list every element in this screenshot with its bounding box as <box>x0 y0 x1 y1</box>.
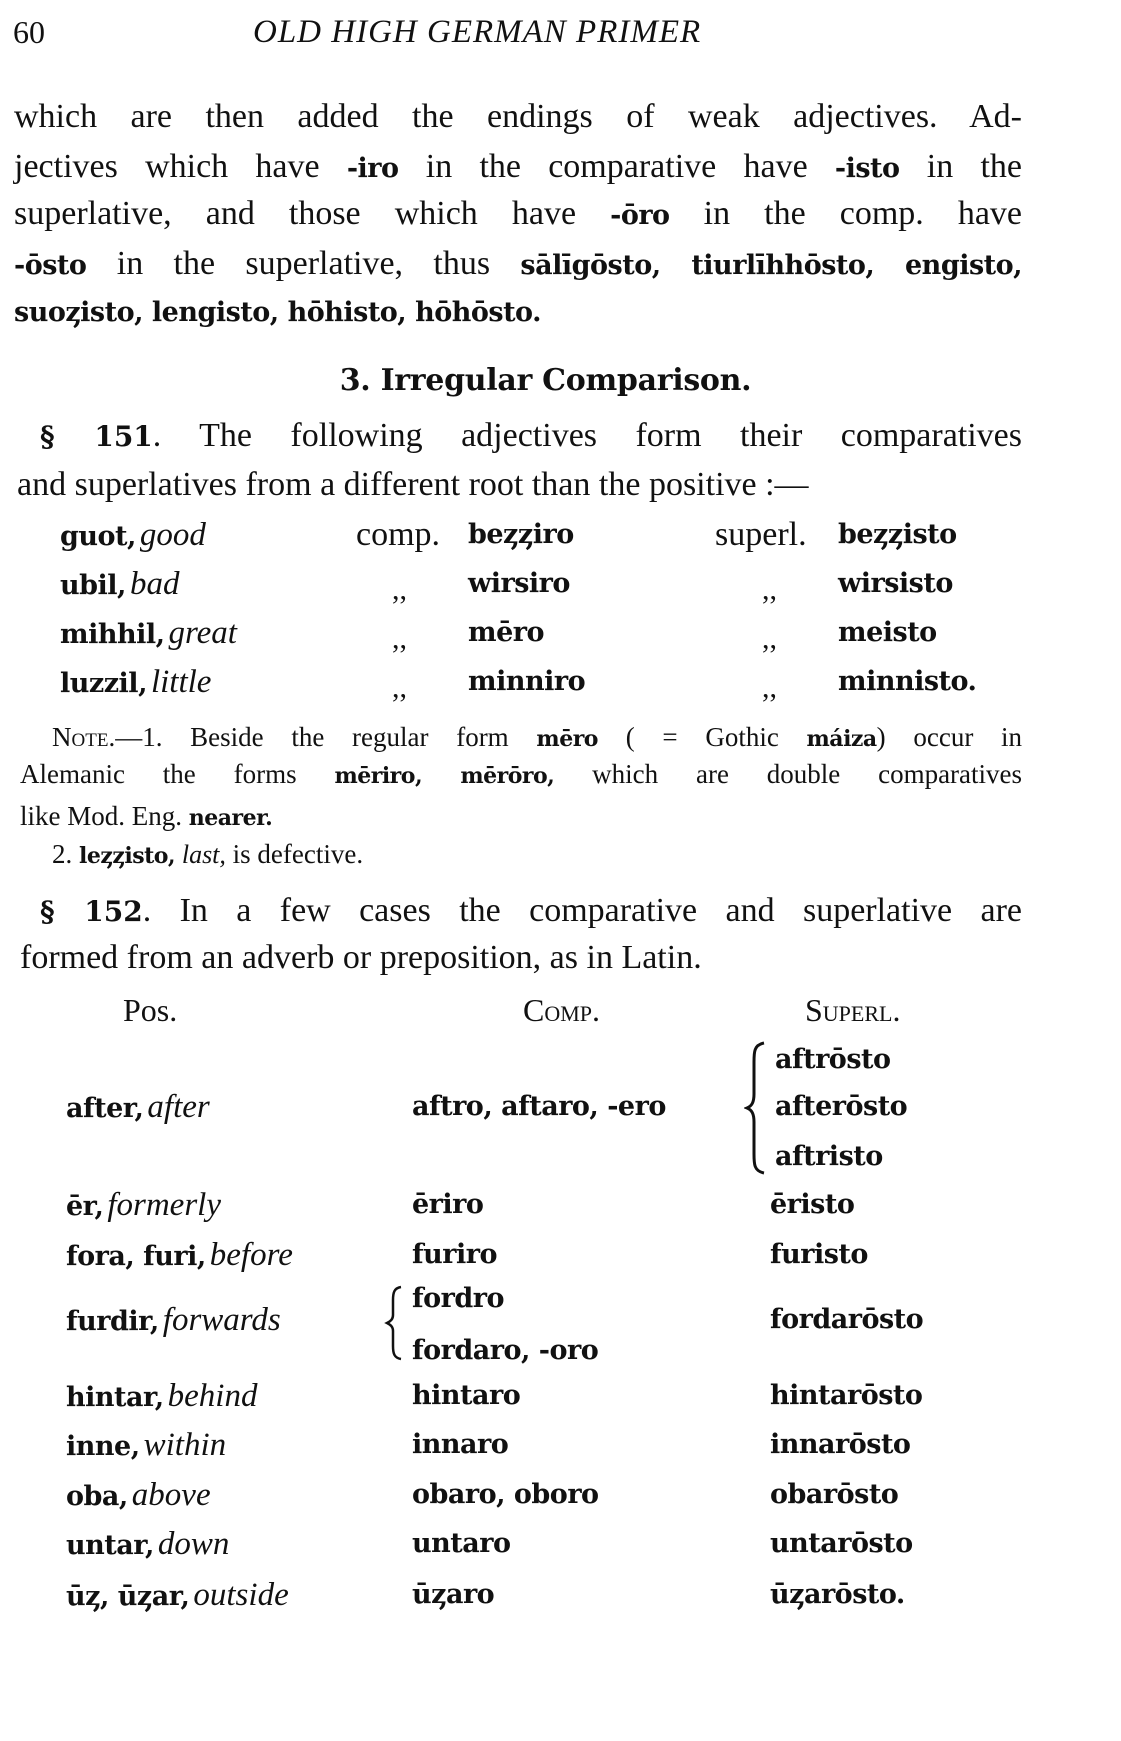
text: in the superlative, thus <box>116 245 491 282</box>
text: in the comp. have <box>703 195 1023 232</box>
gloss: little <box>150 664 212 700</box>
comparative: innaro <box>412 1429 509 1460</box>
ditto-mark: ,, <box>762 622 777 655</box>
running-title: OLD HIGH GERMAN PRIMER <box>253 14 702 50</box>
table-row <box>66 1298 281 1348</box>
comparative: minniro <box>468 666 586 697</box>
positive: oba, <box>66 1481 128 1512</box>
comparative: ūȥaro <box>412 1579 495 1610</box>
table-row <box>66 1233 293 1283</box>
table-row <box>66 1522 229 1572</box>
ditto-mark: ,, <box>762 573 777 606</box>
header-pos: Pos. <box>123 992 178 1028</box>
superlative: wirsisto <box>838 568 953 599</box>
positive: fora, furi, <box>66 1241 206 1272</box>
comparative: untaro <box>412 1528 511 1559</box>
note-number: 2. <box>52 839 73 869</box>
text: which are double comparatives <box>592 759 1023 789</box>
para-151-line-1 <box>40 414 1022 459</box>
note-line-3 <box>20 798 1022 836</box>
positive: inne, <box>66 1431 140 1462</box>
comparative: furiro <box>412 1239 497 1270</box>
gloss: bad <box>129 566 180 602</box>
note-label: Note <box>52 722 109 752</box>
section-number-151: § 151 <box>40 420 153 453</box>
superlative: ūȥarōsto. <box>770 1579 905 1610</box>
text: superlative, and those which have <box>14 195 577 232</box>
table-row <box>66 1573 289 1623</box>
gloss: forwards <box>162 1302 281 1338</box>
form: leȥȥisto, <box>79 843 176 869</box>
comparative: mēro <box>468 617 544 648</box>
table-row <box>60 660 211 710</box>
ditto-mark: ,, <box>392 671 407 704</box>
page-number: 60 <box>13 14 45 50</box>
section-heading-text: 3. Irregular Comparison. <box>339 363 752 398</box>
ditto-mark: ,, <box>392 573 407 606</box>
text: Beside the regular form <box>190 722 509 752</box>
gloss: within <box>143 1427 227 1463</box>
comparative: aftro, aftaro, -ero <box>412 1091 666 1122</box>
gloss: above <box>131 1477 211 1513</box>
table-row <box>60 513 206 563</box>
text: jectives which have <box>14 148 320 185</box>
table-row <box>60 611 237 661</box>
note-line-1 <box>52 719 1022 757</box>
note-line-4 <box>52 836 1054 874</box>
superl-label: superl. <box>715 516 807 553</box>
comparative: ēriro <box>412 1189 484 1220</box>
superlative: afterōsto <box>775 1091 908 1122</box>
positive: untar, <box>66 1530 154 1561</box>
ditto-mark: ,, <box>762 671 777 704</box>
gloss: before <box>209 1237 293 1273</box>
positive: hintar, <box>66 1382 164 1413</box>
suffix-osto: -ōsto <box>14 250 87 281</box>
positive: mihhil, <box>60 619 165 650</box>
superlative: untarōsto <box>770 1528 913 1559</box>
comparative: fordaro, -oro <box>412 1335 599 1366</box>
superlative: minnisto. <box>838 666 977 697</box>
superlative: fordarōsto <box>770 1304 924 1335</box>
para-151-line-2: and superlatives from a different root than the positive :— <box>17 466 809 503</box>
gothic-form: máiza <box>806 726 877 752</box>
positive: ūȥ, ūȥar, <box>66 1581 190 1612</box>
superlative: aftrōsto <box>775 1044 891 1075</box>
text: in the comparative have <box>425 148 808 185</box>
superlative: ēristo <box>770 1189 855 1220</box>
gloss: down <box>157 1526 230 1562</box>
header-superl: Superl. <box>805 992 901 1028</box>
gloss: great <box>168 615 237 651</box>
suffix-isto: -isto <box>834 153 900 184</box>
left-brace-icon <box>744 1040 770 1176</box>
positive: luzzil, <box>60 668 147 699</box>
english-form: nearer. <box>188 805 273 831</box>
comp-label: comp. <box>356 516 441 553</box>
header-comp: Comp. <box>523 992 601 1028</box>
text: . In a few cases the comparative and superlative are <box>142 892 1023 929</box>
gloss: formerly <box>107 1187 221 1223</box>
para-152-line-2: formed from an adverb or preposition, as in Latin. <box>20 939 702 976</box>
comparative: hintaro <box>412 1380 521 1411</box>
comparative: fordro <box>412 1283 504 1314</box>
body-line-3 <box>14 192 1022 238</box>
section-heading <box>0 359 1121 408</box>
positive: ēr, <box>66 1191 104 1222</box>
gloss: after <box>147 1089 210 1125</box>
gloss: last, <box>181 840 226 869</box>
gloss: outside <box>193 1577 289 1613</box>
left-brace-icon <box>384 1284 406 1362</box>
suffix-oro: -ōro <box>610 200 670 231</box>
ditto-mark: ,, <box>392 622 407 655</box>
section-number-152: § 152 <box>40 895 143 928</box>
table-row <box>60 562 179 612</box>
text: ( = Gothic <box>625 722 779 752</box>
body-line-4 <box>14 242 1022 288</box>
text: in the <box>926 148 1022 185</box>
positive: ubil, <box>60 570 126 601</box>
text: . The following adjectives form their comparatives <box>152 417 1023 454</box>
superlative: obarōsto <box>770 1479 899 1510</box>
superlative: meisto <box>838 617 937 648</box>
para-152-line-1 <box>40 889 1022 934</box>
superlative: furisto <box>770 1239 868 1270</box>
body-line-1: which are then added the endings of weak adjectives. Ad- <box>14 98 1022 135</box>
superlative: hintarōsto <box>770 1380 923 1411</box>
table-row <box>66 1183 221 1233</box>
text: like Mod. Eng. <box>20 801 182 831</box>
superlative: beȥȥisto <box>838 519 957 550</box>
table-row <box>66 1374 257 1424</box>
note-line-2 <box>20 756 1022 794</box>
table-row <box>66 1423 226 1473</box>
form: mēro <box>536 726 598 752</box>
gloss: behind <box>167 1378 258 1414</box>
positive: guot, <box>60 521 136 552</box>
positive: after, <box>66 1093 144 1124</box>
gloss: good <box>139 517 206 553</box>
superlative: aftristo <box>775 1141 883 1172</box>
comparative: obaro, oboro <box>412 1479 599 1510</box>
text: Alemanic the forms <box>20 759 297 789</box>
forms: mēriro, mērōro, <box>334 763 555 789</box>
comparative: wirsiro <box>468 568 570 599</box>
body-line-5: suoȥisto, lengisto, hōhisto, hōhōsto. <box>14 297 541 328</box>
comparative: beȥȥiro <box>468 519 574 550</box>
note-number: .—1. <box>108 722 163 752</box>
text: ) occur in <box>876 722 1023 752</box>
examples: sālīgōsto, tiurlīhhōsto, engisto, <box>520 250 1023 281</box>
table-row <box>66 1085 210 1135</box>
text: is defective. <box>232 839 364 869</box>
body-line-2 <box>14 145 1022 191</box>
positive: furdir, <box>66 1306 159 1337</box>
suffix-iro: -iro <box>346 153 399 184</box>
superlative: innarōsto <box>770 1429 911 1460</box>
table-row <box>66 1473 211 1523</box>
